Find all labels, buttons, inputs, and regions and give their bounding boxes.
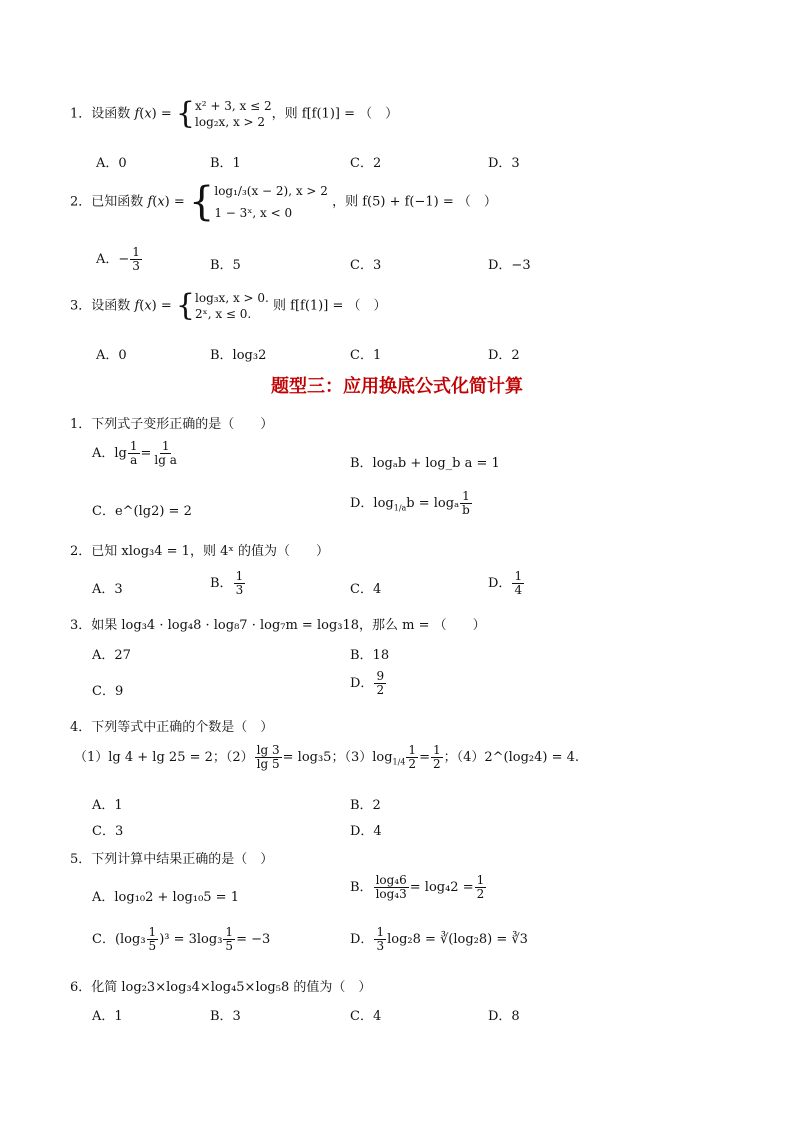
option-label: D．log xyxy=(350,496,394,511)
denominator: 3 xyxy=(235,583,244,597)
denominator: 3 xyxy=(376,939,385,953)
fraction xyxy=(374,926,386,953)
denominator: b xyxy=(462,503,470,517)
s3q6-option-b[interactable]: B．3 xyxy=(210,1009,241,1024)
numerator: 1 xyxy=(225,925,234,939)
denominator: 5 xyxy=(225,939,234,953)
brace-icon: { xyxy=(188,179,215,225)
s3q5-option-a[interactable]: A．log₁₀2 + log₁₀5 = 1 xyxy=(92,890,239,905)
s3q4-option-b[interactable]: B．2 xyxy=(350,798,381,813)
denominator: log₄3 xyxy=(375,887,407,901)
s3q1-option-b[interactable]: B．logₐb + log_b a = 1 xyxy=(350,456,500,471)
denominator: 2 xyxy=(476,887,485,901)
q1-option-c[interactable]: C．2 xyxy=(350,156,382,171)
option-label: B． xyxy=(350,880,373,895)
s3q4-option-a[interactable]: A．1 xyxy=(92,798,123,813)
s3q6-stem: 6．化简 log₂3×log₃4×log₄5×log₅8 的值为（ ） xyxy=(70,980,372,995)
numerator: 1 xyxy=(432,743,441,757)
q2-option-a[interactable] xyxy=(96,246,143,273)
piecewise-cases xyxy=(195,98,272,130)
s3q5-option-c[interactable] xyxy=(92,926,270,953)
numerator: lg 3 xyxy=(256,743,280,757)
s3q2-option-b[interactable] xyxy=(210,570,246,597)
q3-option-a[interactable]: A．0 xyxy=(96,348,127,363)
numerator: 1 xyxy=(408,743,417,757)
option-mid: = log₄2 = xyxy=(409,880,474,895)
fraction xyxy=(152,440,179,467)
denominator: 2 xyxy=(408,757,417,771)
fraction xyxy=(431,744,443,771)
numerator: 1 xyxy=(235,569,244,583)
numerator: 9 xyxy=(376,669,385,683)
denominator: 2 xyxy=(432,757,441,771)
log-base: 1/a xyxy=(393,503,407,513)
numerator: 1 xyxy=(161,439,170,453)
fraction xyxy=(406,744,418,771)
equals: = xyxy=(419,750,430,765)
fraction xyxy=(460,490,472,517)
s3q3-option-b[interactable]: B．18 xyxy=(350,648,390,663)
question-ask: ，则 f(5) + f(−1) = （ ） xyxy=(332,194,497,210)
option-mid: )³ = 3log₃ xyxy=(159,932,223,947)
q2-option-c[interactable]: C．3 xyxy=(350,258,382,273)
option-label: D． xyxy=(350,676,374,691)
denominator: 2 xyxy=(376,683,385,697)
fraction xyxy=(374,874,409,901)
piecewise-cases xyxy=(214,180,328,224)
s3q4-stem: 4．下列等式中正确的个数是（ ） xyxy=(70,720,274,735)
s3q4-option-d[interactable]: D．4 xyxy=(350,824,382,839)
brace-icon: { xyxy=(175,288,195,323)
question-number: 1． xyxy=(70,106,92,122)
numerator: 1 xyxy=(462,489,470,503)
question-lead: 设函数 xyxy=(91,298,131,314)
brace-icon: { xyxy=(175,96,195,131)
numerator: 1 xyxy=(132,245,140,259)
numerator: 1 xyxy=(129,439,138,453)
fraction xyxy=(255,744,282,771)
s3q1-stem: 1．下列式子变形正确的是（ ） xyxy=(70,417,274,432)
q1-stem: 1．设函数 f(x) = {x² + 3, x ≤ 2 log₂x, x > 2，则 f[f(1)] = （ ） xyxy=(70,96,399,131)
fraction xyxy=(475,874,487,901)
s3q3-option-d[interactable] xyxy=(350,670,387,697)
s3q1-option-d[interactable] xyxy=(350,490,473,517)
s3q2-stem: 2．已知 xlog₃4 = 1，则 4ˣ 的值为（ ） xyxy=(70,544,329,559)
piecewise-cases xyxy=(195,290,269,322)
option-label: C．(log₃ xyxy=(92,932,146,947)
s3q5-option-d[interactable] xyxy=(350,926,528,953)
option-label: A．− xyxy=(96,252,130,267)
s3q1-option-c[interactable]: C．e^(lg2) = 2 xyxy=(92,504,192,519)
q2-option-d[interactable]: D．−3 xyxy=(488,258,531,273)
case-2: 2ˣ, x ≤ 0. xyxy=(195,307,252,321)
fraction xyxy=(512,570,524,597)
s3q4-statements xyxy=(74,744,579,771)
numerator: 1 xyxy=(376,925,385,939)
statement-2-tail: = log₃5；（3）log xyxy=(282,750,393,765)
s3q2-option-c[interactable]: C．4 xyxy=(350,582,382,597)
denominator: 5 xyxy=(148,939,157,953)
s3q6-option-a[interactable]: A．1 xyxy=(92,1009,123,1024)
statement-4: ；（4）2^(log₂4) = 4. xyxy=(443,750,580,765)
question-number: 2． xyxy=(70,194,92,210)
fraction xyxy=(223,926,235,953)
s3q2-option-a[interactable]: A．3 xyxy=(92,582,123,597)
numerator: log₄6 xyxy=(375,873,407,887)
s3q5-option-b[interactable] xyxy=(350,874,487,901)
denominator: 4 xyxy=(514,583,523,597)
case-2: log₂x, x > 2 xyxy=(195,115,266,129)
q3-option-c[interactable]: C．1 xyxy=(350,348,382,363)
fraction xyxy=(128,440,140,467)
fraction xyxy=(234,570,246,597)
s3q1-option-a[interactable] xyxy=(92,440,180,467)
q2-option-b[interactable]: B．5 xyxy=(210,258,241,273)
numerator: 1 xyxy=(148,925,157,939)
q3-stem: 3．设函数 f(x) = {log₃x, x > 0. 2ˣ, x ≤ 0. 则 f[f(1)] = （ ） xyxy=(70,288,387,323)
q1-option-a[interactable]: A．0 xyxy=(96,156,127,171)
s3q5-stem: 5．下列计算中结果正确的是（ ） xyxy=(70,852,274,867)
option-tail: = −3 xyxy=(236,932,271,947)
s3q3-option-c[interactable]: C．9 xyxy=(92,684,124,699)
q3-option-d[interactable]: D．2 xyxy=(488,348,520,363)
numerator: 1 xyxy=(476,873,485,887)
section-heading: 题型三：应用换底公式化简计算 xyxy=(271,376,523,397)
s3q3-option-a[interactable]: A．27 xyxy=(92,648,131,663)
s3q4-option-c[interactable]: C．3 xyxy=(92,824,124,839)
denominator: a xyxy=(130,453,138,467)
s3q3-stem: 3．如果 log₃4 · log₄8 · log₈7 · log₇m = log₃18，那么 m = （ ） xyxy=(70,618,486,633)
case-1: x² + 3, x ≤ 2 xyxy=(195,99,272,113)
s3q6-option-d[interactable]: D．8 xyxy=(488,1009,520,1024)
question-ask: f[f(1)] = （ ） xyxy=(301,106,399,122)
option-mid: b = logₐ xyxy=(406,496,460,511)
denominator: lg a xyxy=(154,453,177,467)
q3-option-b[interactable]: B．log₃2 xyxy=(210,348,267,363)
case-1: log₃x, x > 0. xyxy=(195,291,269,305)
s3q6-option-c[interactable]: C．4 xyxy=(350,1009,382,1024)
fraction xyxy=(147,926,159,953)
option-label: B． xyxy=(210,576,233,591)
case-1: log₁/₃(x − 2), x > 2 xyxy=(214,184,328,198)
q1-option-b[interactable]: B．1 xyxy=(210,156,241,171)
option-label: D． xyxy=(488,576,512,591)
option-label: D． xyxy=(350,932,374,947)
option-label: A．lg xyxy=(92,446,127,461)
denominator: lg 5 xyxy=(256,757,280,771)
denominator: 3 xyxy=(132,259,140,273)
question-lead: 设函数 xyxy=(91,106,131,122)
q1-option-d[interactable]: D．3 xyxy=(488,156,520,171)
statement-1: （1）lg 4 + lg 25 = 2；（2） xyxy=(74,750,254,765)
option-tail: log₂8 = ∛(log₂8) = ∛3 xyxy=(387,932,528,947)
question-number: 3． xyxy=(70,298,92,314)
question-tail: ，则 xyxy=(271,106,298,122)
question-ask: 则 f[f(1)] = （ ） xyxy=(273,298,387,314)
question-lead: 已知函数 xyxy=(91,194,144,210)
numerator: 1 xyxy=(514,569,523,583)
q2-stem: 2．已知函数 f(x) = {log₁/₃(x − 2), x > 2 1 − 3ˣ, x < 0 ，则 f(5) + f(−1) = （ ） xyxy=(70,179,497,225)
fraction xyxy=(374,670,386,697)
fraction xyxy=(130,246,142,273)
s3q2-option-d[interactable] xyxy=(488,570,525,597)
equals: = xyxy=(140,446,152,461)
log-base: 1/4 xyxy=(392,757,406,767)
case-2: 1 − 3ˣ, x < 0 xyxy=(214,206,293,220)
